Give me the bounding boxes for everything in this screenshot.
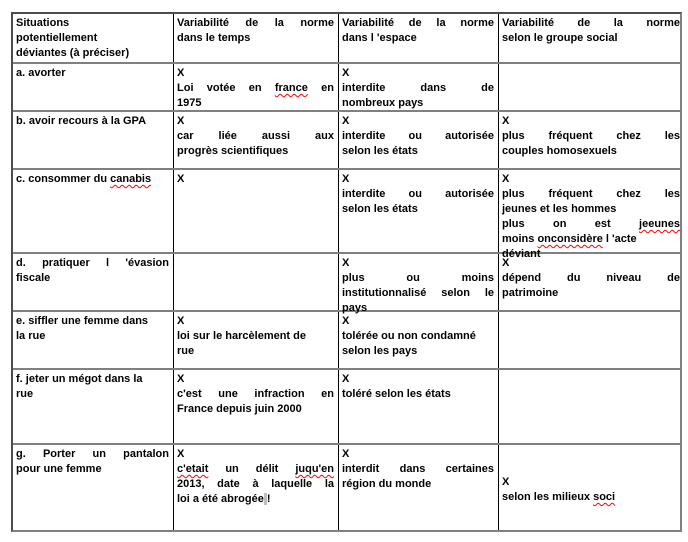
cell-d-temps[interactable]: [174, 254, 339, 310]
text-line: [177, 329, 334, 344]
text-line: [16, 372, 169, 387]
text-line: [177, 114, 334, 129]
text-line: [16, 329, 169, 344]
text-line: [502, 232, 680, 247]
text-line: [16, 462, 169, 477]
text-run: Variabilité de la norme: [342, 17, 494, 29]
text-run: tolérée ou non condamné: [342, 330, 476, 342]
text-run: Loi votée en: [177, 82, 275, 94]
text-line: [502, 114, 680, 129]
cell-d-situations[interactable]: [13, 254, 174, 310]
text-run: Variabilité de la norme: [502, 17, 680, 29]
text-line: [502, 475, 680, 490]
text-line: [342, 314, 494, 329]
text-line: [177, 96, 334, 111]
text-run: c. consommer du: [16, 173, 111, 185]
text-run: a. avorter: [16, 67, 66, 79]
text-line: [502, 286, 680, 301]
text-run: X: [502, 476, 510, 488]
table-row-b: [13, 112, 680, 170]
text-line: [177, 31, 334, 46]
text-run: moins: [502, 233, 538, 245]
text-run: X: [342, 257, 350, 269]
table-row-f: [13, 370, 680, 445]
text-run: X: [177, 173, 185, 185]
cell-g-situations[interactable]: [13, 445, 174, 530]
text-line: [177, 402, 334, 417]
text-line: [342, 271, 494, 286]
text-run: interdit dans certaines: [342, 463, 494, 475]
text-run: Situations: [16, 17, 70, 29]
text-line: [177, 172, 334, 187]
text-line: [502, 129, 680, 144]
cell-f-situations[interactable]: [13, 370, 174, 443]
misspelled-word: jeeunes: [639, 218, 680, 230]
text-line: [177, 16, 334, 31]
text-line: [342, 286, 494, 301]
cell-e-situations[interactable]: [13, 312, 174, 368]
text-run: g. Porter un pantalon: [16, 448, 169, 460]
text-run: France depuis juin 2000: [177, 403, 302, 415]
text-run: X: [177, 373, 185, 385]
text-run: en: [307, 82, 334, 94]
text-line: [342, 387, 494, 402]
text-line: [16, 256, 169, 271]
text-run: X: [177, 115, 185, 127]
table-row-g: [13, 445, 680, 530]
text-run: plus on est: [502, 218, 640, 230]
text-run: nombreux pays: [342, 97, 424, 109]
text-run: selon les états: [342, 203, 418, 215]
header-cell-espace[interactable]: [339, 14, 499, 62]
text-run: X: [342, 315, 350, 327]
cell-b-espace[interactable]: [339, 112, 499, 168]
text-run: Variabilité de la norme: [177, 17, 334, 29]
table-row-a: [13, 64, 680, 112]
table-header-row: [13, 14, 680, 64]
text-line: [342, 256, 494, 271]
text-line: [177, 344, 334, 359]
text-line: [16, 447, 169, 462]
text-line: [342, 477, 494, 492]
text-line: [342, 202, 494, 217]
text-line: [177, 492, 334, 507]
text-run: X: [342, 67, 350, 79]
text-run: plus fréquent chez les: [502, 188, 680, 200]
text-run: région du monde: [342, 478, 432, 490]
text-run: selon les pays: [342, 345, 418, 357]
header-cell-groupe-social[interactable]: [499, 14, 684, 62]
text-run: institutionnalisé selon le: [342, 287, 494, 299]
text-line: [177, 81, 334, 96]
text-line: [177, 129, 334, 144]
text-run: progrès scientifiques: [177, 145, 289, 157]
table-row-d: [13, 254, 680, 312]
text-line: [177, 447, 334, 462]
cell-b-temps[interactable]: [174, 112, 339, 168]
cell-f-temps[interactable]: [174, 370, 339, 443]
text-run: jeunes et les hommes: [502, 203, 617, 215]
misspelled-word: canabis: [110, 173, 152, 185]
text-run: X: [502, 115, 510, 127]
text-run: X: [342, 173, 350, 185]
text-run: la rue: [16, 330, 46, 342]
text-run: X: [342, 115, 350, 127]
text-run: b. avoir recours à la GPA: [16, 115, 147, 127]
text-line: [177, 477, 334, 492]
cell-e-temps[interactable]: [174, 312, 339, 368]
cell-c-situations[interactable]: [13, 170, 174, 252]
text-line: [16, 31, 169, 46]
cell-a-temps[interactable]: [174, 64, 339, 110]
text-line: [177, 462, 334, 477]
text-run: potentiellement: [16, 32, 98, 44]
text-line: [502, 202, 680, 217]
text-line: [16, 16, 169, 31]
text-run: X: [502, 257, 510, 269]
text-run: X: [177, 448, 185, 460]
text-line: [342, 31, 494, 46]
cell-g-groupe-social[interactable]: [499, 445, 684, 530]
text-line: [502, 256, 680, 271]
text-run: toléré selon les états: [342, 388, 451, 400]
text-line: [177, 372, 334, 387]
text-line: [502, 217, 680, 232]
misspelled-word: onconsidère: [537, 233, 603, 245]
cell-b-groupe-social[interactable]: [499, 112, 684, 168]
text-line: [502, 172, 680, 187]
text-line: [342, 187, 494, 202]
text-run: un délit: [208, 463, 296, 475]
text-run: fiscale: [16, 272, 51, 284]
text-run: dépend du niveau de: [502, 272, 680, 284]
text-run: patrimoine: [502, 287, 559, 299]
table-row-e: [13, 312, 680, 370]
text-run: interdite dans de: [342, 82, 494, 94]
text-line: [16, 271, 169, 286]
deviance-table: [11, 12, 682, 532]
cell-e-espace[interactable]: [339, 312, 499, 368]
text-line: [342, 129, 494, 144]
text-run: 1975: [177, 97, 202, 109]
cell-c-groupe-social[interactable]: [499, 170, 684, 260]
text-run: X: [177, 67, 185, 79]
cell-c-espace[interactable]: [339, 170, 499, 252]
text-run: dans le temps: [177, 32, 251, 44]
text-run: selon les milieux: [502, 491, 594, 503]
text-line: [342, 114, 494, 129]
text-line: [342, 16, 494, 31]
text-line: [16, 172, 169, 187]
text-line: [16, 114, 169, 129]
text-line: [342, 96, 494, 111]
text-run: X: [342, 448, 350, 460]
text-line: [342, 462, 494, 477]
text-run: selon les états: [342, 145, 418, 157]
text-run: c'est une infraction en: [177, 388, 334, 400]
text-line: [502, 144, 680, 159]
text-line: [177, 144, 334, 159]
text-line: [177, 314, 334, 329]
cell-d-groupe-social[interactable]: [499, 254, 684, 310]
text-run: déviantes (à préciser): [16, 47, 130, 59]
cell-e-groupe-social[interactable]: [499, 312, 684, 368]
text-run: 2013, date à laquelle la: [177, 478, 334, 490]
misspelled-word: c'etait: [177, 463, 209, 475]
text-line: [502, 187, 680, 202]
text-run: loi a été abrogée: [177, 493, 264, 505]
text-run: interdite ou autorisée: [342, 130, 494, 142]
text-run: !: [266, 493, 271, 505]
text-run: dans l 'espace: [342, 32, 417, 44]
text-run: rue: [16, 388, 34, 400]
text-run: pays: [342, 302, 368, 314]
table-row-c: [13, 170, 680, 260]
cell-c-temps[interactable]: [174, 170, 339, 252]
cell-d-espace[interactable]: [339, 254, 499, 314]
text-run: couples homosexuels: [502, 145, 617, 157]
text-run: X: [177, 315, 185, 327]
text-line: [342, 344, 494, 359]
text-line: [177, 387, 334, 402]
text-line: [342, 144, 494, 159]
text-line: [502, 16, 680, 31]
text-run: rue: [177, 345, 195, 357]
text-run: plus fréquent chez les: [502, 130, 680, 142]
text-line: [16, 387, 169, 402]
text-run: pour une femme: [16, 463, 102, 475]
cell-a-groupe-social[interactable]: [499, 64, 684, 110]
text-run: selon le groupe social: [502, 32, 618, 44]
text-line: [342, 172, 494, 187]
text-line: [502, 271, 680, 286]
text-run: déviant: [502, 248, 541, 260]
text-run: loi sur le harcèlement de: [177, 330, 306, 342]
text-line: [502, 490, 680, 505]
header-cell-temps[interactable]: [174, 14, 339, 62]
text-line: [342, 66, 494, 81]
text-run: d. pratiquer l 'évasion: [16, 257, 169, 269]
text-run: l 'acte: [602, 233, 637, 245]
cell-f-groupe-social[interactable]: [499, 370, 684, 443]
misspelled-word: soci: [593, 491, 616, 503]
cell-g-temps[interactable]: [174, 445, 339, 530]
text-line: [342, 372, 494, 387]
text-line: [342, 81, 494, 96]
text-run: f. jeter un mégot dans la: [16, 373, 143, 385]
text-run: X: [502, 173, 510, 185]
text-run: car liée aussi aux: [177, 130, 334, 142]
cell-g-espace[interactable]: [339, 445, 499, 530]
text-run: X: [342, 373, 350, 385]
cell-a-espace[interactable]: [339, 64, 499, 110]
misspelled-word: juqu'en: [295, 463, 334, 475]
cell-f-espace[interactable]: [339, 370, 499, 443]
misspelled-word: france: [274, 82, 308, 94]
header-cell-situations[interactable]: [13, 14, 174, 62]
text-line: [16, 314, 169, 329]
text-line: [342, 329, 494, 344]
text-run: e. siffler une femme dans: [16, 315, 149, 327]
text-run: plus ou moins: [342, 272, 494, 284]
cell-a-situations[interactable]: [13, 64, 174, 110]
text-line: [16, 46, 169, 61]
text-run: interdite ou autorisée: [342, 188, 494, 200]
text-line: [342, 447, 494, 462]
cell-b-situations[interactable]: [13, 112, 174, 168]
text-line: [502, 31, 680, 46]
text-line: [177, 66, 334, 81]
text-line: [16, 66, 169, 81]
